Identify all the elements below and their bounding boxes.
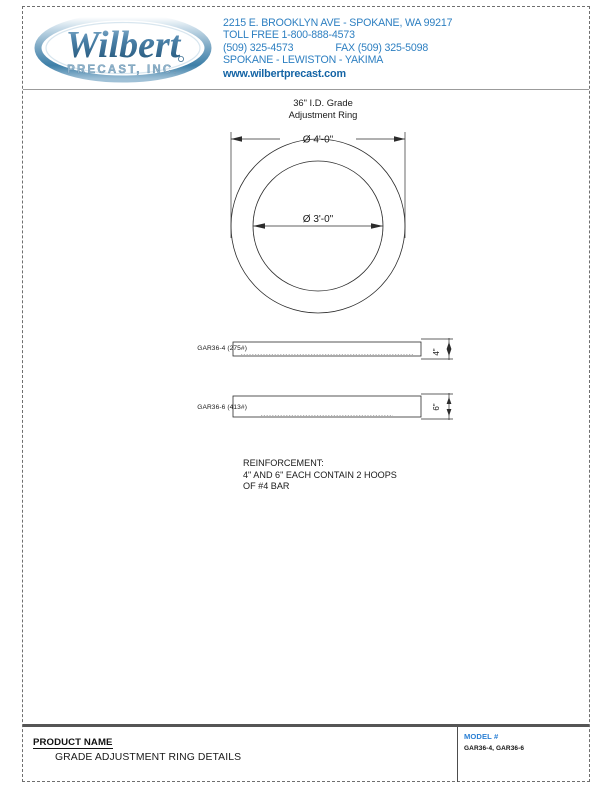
section-label-gar36-4: GAR36-4 (275#): [197, 345, 247, 352]
section-view-gar36-4: [23, 332, 589, 372]
dim-arrow-down-6in: [447, 409, 452, 416]
model-number-label: MODEL #: [464, 732, 499, 741]
od-arrow-right: [394, 136, 405, 142]
id-arrow-right: [371, 223, 383, 228]
ring-drawing: [218, 126, 418, 321]
section-profile-gar36-4: [231, 332, 461, 372]
dim-arrow-up-6in: [447, 397, 452, 404]
id-arrow-left: [253, 223, 265, 228]
reinforcement-line2: OF #4 BAR: [243, 481, 290, 492]
slab-rect-6in: [233, 396, 421, 417]
wilbert-precast-logo: [31, 11, 216, 85]
section-view-gar36-6: [23, 388, 589, 428]
contact-toll-free: TOLL FREE 1-800-888-4573: [223, 29, 355, 42]
drawing-canvas: [23, 90, 589, 724]
logo-tagline: PRECAST, INC.: [67, 64, 179, 76]
thickness-label-4in: 4": [432, 348, 441, 356]
page-header: [23, 7, 589, 90]
inner-diameter-label: Ø 3'-0": [302, 214, 334, 225]
reinforcement-note: [243, 458, 397, 493]
reinforcement-heading: REINFORCEMENT:: [243, 458, 324, 468]
title-block-divider: [457, 727, 458, 782]
product-name-value: GRADE ADJUSTMENT RING DETAILS: [55, 752, 242, 763]
title-block-rule: [23, 724, 589, 727]
dim-arrow-up-4in: [447, 342, 452, 349]
title-block-model: [464, 732, 524, 752]
plan-view-title-line1: 36" I.D. Grade: [293, 97, 353, 108]
thickness-label-6in: 6": [432, 403, 441, 411]
ring-plan-view: [218, 126, 418, 321]
logo-artwork: [31, 11, 216, 85]
title-block-product: [33, 732, 241, 763]
company-contact-info: [223, 17, 452, 80]
reinforcement-line1: 4" AND 6" EACH CONTAIN 2 HOOPS: [243, 469, 397, 480]
od-arrow-left: [231, 136, 242, 142]
plan-view-title: [253, 97, 393, 121]
contact-address: 2215 E. BROOKLYN AVE - SPOKANE, WA 99217: [223, 17, 453, 29]
plan-view-title-line2: Adjustment Ring: [288, 109, 358, 120]
product-name-label: PRODUCT NAME: [33, 737, 113, 748]
model-number-value: GAR36-4, GAR36-6: [464, 745, 525, 752]
contact-website-link[interactable]: www.wilbertprecast.com: [223, 67, 346, 80]
logo-wordmark: Wilbert: [65, 24, 181, 66]
dim-arrow-down-4in: [447, 349, 452, 356]
section-profile-gar36-6: [231, 388, 461, 433]
slab-rect-4in: [233, 342, 421, 356]
contact-fax: FAX (509) 325-5098: [335, 41, 429, 54]
title-block: [23, 724, 589, 782]
contact-cities: SPOKANE - LEWISTON - YAKIMA: [223, 53, 384, 66]
section-label-gar36-6: GAR36-6 (413#): [197, 404, 247, 411]
contact-phone: (509) 325-4573: [223, 41, 294, 54]
outer-diameter-label: Ø 4'-0": [302, 134, 334, 146]
contact-phone-row: [223, 42, 452, 54]
